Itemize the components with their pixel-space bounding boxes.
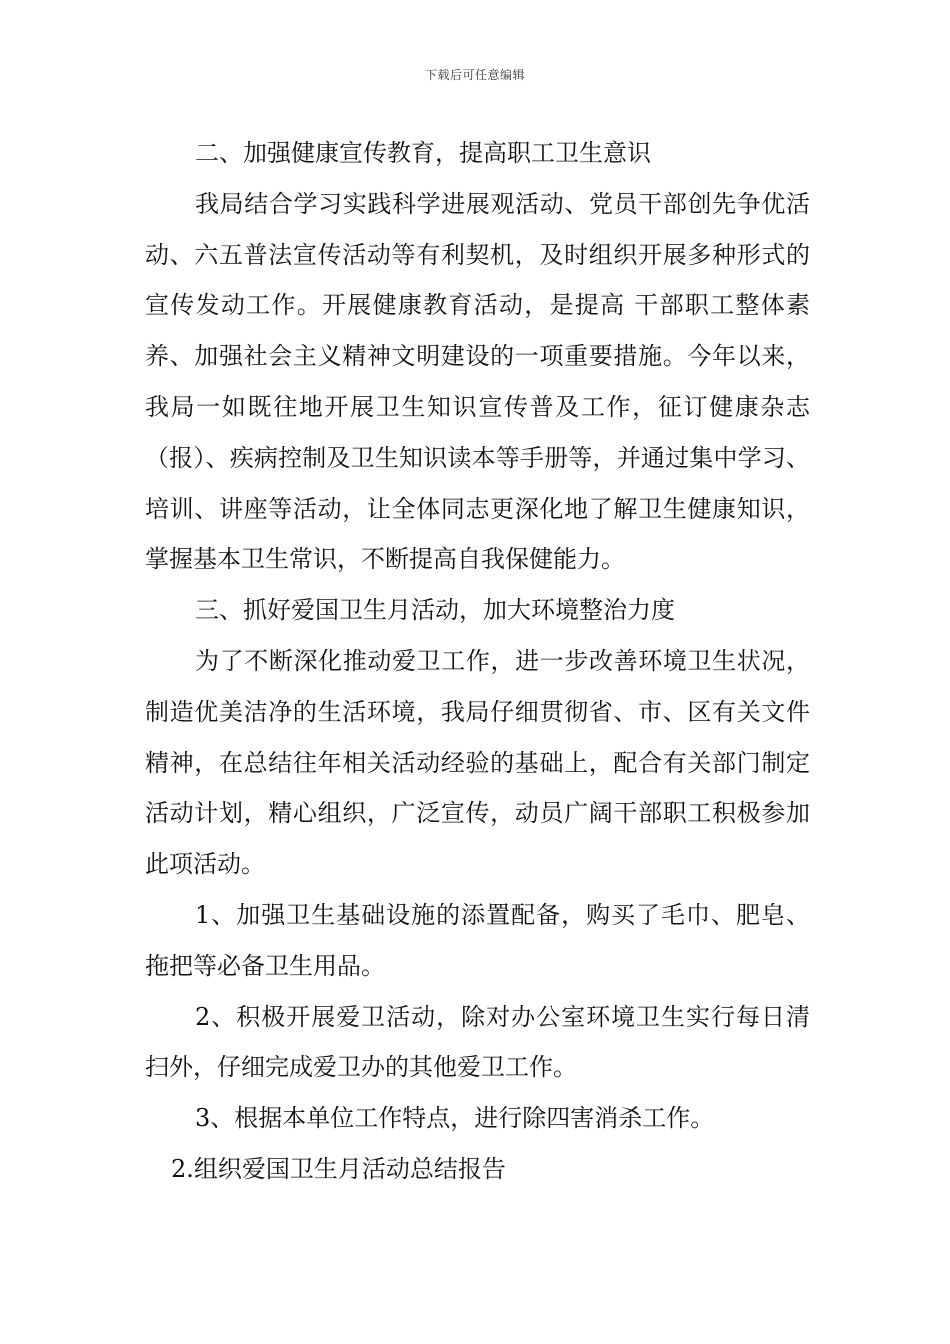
download-note: 下载后可任意编辑	[424, 68, 525, 82]
document-body	[145, 128, 810, 1195]
list-item-3: 3、根据本单位工作特点，进行除四害消杀工作。	[195, 1104, 715, 1133]
document-subtitle: 2.组织爱国卫生月活动总结报告	[171, 1154, 506, 1183]
section-heading-2: 二、加强健康宣传教育，提高职工卫生意识	[195, 139, 651, 167]
section-heading-3: 三、抓好爱国卫生月活动，加大环境整治力度	[195, 596, 675, 625]
list-item-2: 2、积极开展爱卫活动，除对办公室环境卫生实行每日清扫外，仔细完成爱卫办的其他爱卫工作。	[145, 1002, 810, 1082]
paragraph-environment: 为了不断深化推动爱卫工作，进一步改善环境卫生状况，制造优美洁净的生活环境，我局仔细贯彻省、市、区有关文件精神，在总结往年相关活动经验的基础上，配合有关部门制定活动计划，精心组织，广泛宣传，动员广阔干部职工积极参加此项活动。	[145, 646, 810, 879]
list-item-1: 1、加强卫生基础设施的添置配备，购买了毛巾、肥皂、拖把等必备卫生用品。	[145, 900, 810, 980]
paragraph-health-education: 我局结合学习实践科学进展观活动、党员干部创先争优活动、六五普法宣传活动等有利契机，及时组织开展多种形式的宣传发动工作。开展健康教育活动，是提高 干部职工整体素养、加强社会主义精神文明建设的一项重要措施。今年以来，我局一如既往地开展卫生知识宣传普及工作，征订健康杂志（报）、疾病控制及卫生知识读本等手册等，并通过集中学习、培训、讲座等活动，让全体同志更深化地了解卫生健康知识，掌握基本卫生常识，不断提高自我保健能力。	[145, 189, 810, 574]
